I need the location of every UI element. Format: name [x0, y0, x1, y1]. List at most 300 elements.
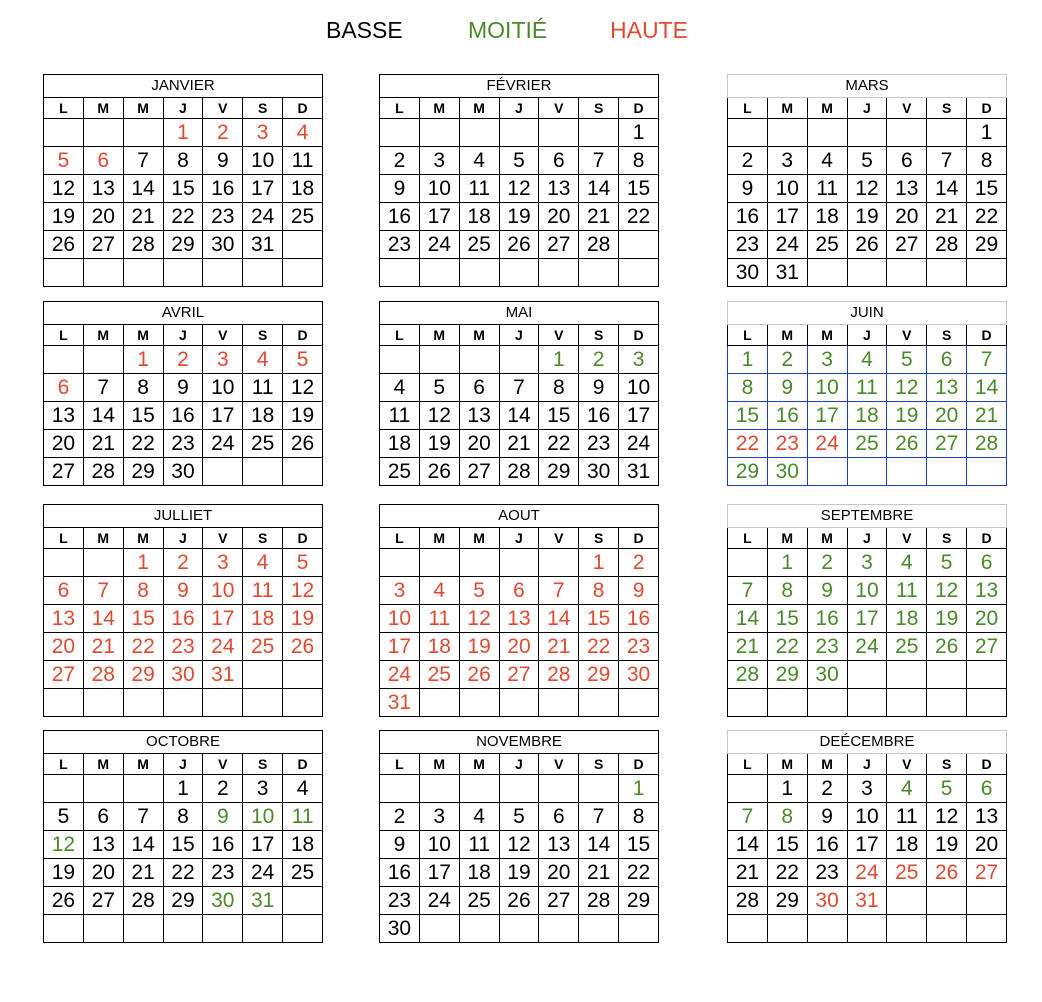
- day-cell[interactable]: 29: [728, 458, 768, 486]
- day-cell[interactable]: 29: [967, 231, 1007, 259]
- day-cell[interactable]: 26: [283, 633, 323, 661]
- day-cell[interactable]: 22: [163, 859, 203, 887]
- day-cell[interactable]: 23: [619, 633, 659, 661]
- day-cell[interactable]: 18: [283, 175, 323, 203]
- day-cell[interactable]: 11: [887, 577, 927, 605]
- day-cell[interactable]: 12: [499, 831, 539, 859]
- day-cell[interactable]: 15: [163, 175, 203, 203]
- day-cell[interactable]: 15: [967, 175, 1007, 203]
- day-cell[interactable]: 1: [967, 119, 1007, 147]
- day-cell[interactable]: 16: [807, 831, 847, 859]
- day-cell[interactable]: 14: [83, 605, 123, 633]
- day-cell[interactable]: 8: [539, 374, 579, 402]
- day-cell[interactable]: 2: [579, 346, 619, 374]
- day-cell[interactable]: 7: [123, 147, 163, 175]
- day-cell[interactable]: 7: [728, 577, 768, 605]
- day-cell[interactable]: 21: [83, 633, 123, 661]
- day-cell[interactable]: 30: [767, 458, 807, 486]
- day-cell[interactable]: 29: [767, 661, 807, 689]
- day-cell[interactable]: 4: [380, 374, 420, 402]
- day-cell[interactable]: 7: [967, 346, 1007, 374]
- day-cell[interactable]: 12: [419, 402, 459, 430]
- day-cell[interactable]: 1: [728, 346, 768, 374]
- day-cell[interactable]: 27: [887, 231, 927, 259]
- day-cell[interactable]: 29: [619, 887, 659, 915]
- day-cell[interactable]: 6: [44, 577, 84, 605]
- day-cell[interactable]: 24: [380, 661, 420, 689]
- day-cell[interactable]: 10: [203, 577, 243, 605]
- day-cell[interactable]: 9: [203, 147, 243, 175]
- day-cell[interactable]: 24: [203, 633, 243, 661]
- day-cell[interactable]: 27: [83, 887, 123, 915]
- day-cell[interactable]: 25: [283, 203, 323, 231]
- day-cell[interactable]: 10: [203, 374, 243, 402]
- day-cell[interactable]: 11: [807, 175, 847, 203]
- day-cell[interactable]: 26: [927, 633, 967, 661]
- day-cell[interactable]: 6: [539, 147, 579, 175]
- day-cell[interactable]: 7: [123, 803, 163, 831]
- day-cell[interactable]: 13: [44, 605, 84, 633]
- day-cell[interactable]: 10: [243, 803, 283, 831]
- day-cell[interactable]: 20: [927, 402, 967, 430]
- day-cell[interactable]: 20: [44, 430, 84, 458]
- day-cell[interactable]: 20: [459, 430, 499, 458]
- day-cell[interactable]: 9: [380, 831, 420, 859]
- day-cell[interactable]: 19: [283, 605, 323, 633]
- day-cell[interactable]: 28: [579, 231, 619, 259]
- day-cell[interactable]: 25: [419, 661, 459, 689]
- day-cell[interactable]: 21: [728, 859, 768, 887]
- day-cell[interactable]: 8: [767, 803, 807, 831]
- day-cell[interactable]: 11: [887, 803, 927, 831]
- day-cell[interactable]: 21: [539, 633, 579, 661]
- day-cell[interactable]: 16: [579, 402, 619, 430]
- day-cell[interactable]: 1: [619, 119, 659, 147]
- day-cell[interactable]: 13: [83, 175, 123, 203]
- day-cell[interactable]: 24: [419, 231, 459, 259]
- day-cell[interactable]: 4: [243, 346, 283, 374]
- day-cell[interactable]: 3: [847, 549, 887, 577]
- day-cell[interactable]: 13: [499, 605, 539, 633]
- day-cell[interactable]: 26: [927, 859, 967, 887]
- day-cell[interactable]: 9: [807, 803, 847, 831]
- day-cell[interactable]: 13: [967, 577, 1007, 605]
- day-cell[interactable]: 30: [619, 661, 659, 689]
- day-cell[interactable]: 2: [203, 119, 243, 147]
- day-cell[interactable]: 12: [283, 577, 323, 605]
- day-cell[interactable]: 22: [163, 203, 203, 231]
- day-cell[interactable]: 19: [44, 859, 84, 887]
- day-cell[interactable]: 8: [967, 147, 1007, 175]
- day-cell[interactable]: 28: [728, 661, 768, 689]
- day-cell[interactable]: 18: [283, 831, 323, 859]
- day-cell[interactable]: 6: [539, 803, 579, 831]
- day-cell[interactable]: 14: [579, 175, 619, 203]
- day-cell[interactable]: 31: [767, 259, 807, 287]
- day-cell[interactable]: 4: [243, 549, 283, 577]
- day-cell[interactable]: 15: [123, 605, 163, 633]
- day-cell[interactable]: 2: [619, 549, 659, 577]
- day-cell[interactable]: 27: [44, 661, 84, 689]
- day-cell[interactable]: 6: [887, 147, 927, 175]
- day-cell[interactable]: 11: [419, 605, 459, 633]
- day-cell[interactable]: 18: [847, 402, 887, 430]
- day-cell[interactable]: 23: [807, 859, 847, 887]
- day-cell[interactable]: 13: [887, 175, 927, 203]
- day-cell[interactable]: 16: [203, 175, 243, 203]
- day-cell[interactable]: 20: [539, 859, 579, 887]
- day-cell[interactable]: 23: [728, 231, 768, 259]
- day-cell[interactable]: 7: [728, 803, 768, 831]
- day-cell[interactable]: 19: [283, 402, 323, 430]
- day-cell[interactable]: 9: [380, 175, 420, 203]
- day-cell[interactable]: 5: [499, 147, 539, 175]
- day-cell[interactable]: 24: [243, 203, 283, 231]
- day-cell[interactable]: 25: [887, 859, 927, 887]
- day-cell[interactable]: 17: [380, 633, 420, 661]
- day-cell[interactable]: 1: [539, 346, 579, 374]
- day-cell[interactable]: 29: [767, 887, 807, 915]
- day-cell[interactable]: 10: [380, 605, 420, 633]
- day-cell[interactable]: 14: [579, 831, 619, 859]
- day-cell[interactable]: 19: [847, 203, 887, 231]
- day-cell[interactable]: 4: [807, 147, 847, 175]
- day-cell[interactable]: 26: [499, 231, 539, 259]
- day-cell[interactable]: 3: [767, 147, 807, 175]
- day-cell[interactable]: 21: [728, 633, 768, 661]
- day-cell[interactable]: 8: [619, 803, 659, 831]
- day-cell[interactable]: 4: [887, 775, 927, 803]
- day-cell[interactable]: 21: [499, 430, 539, 458]
- day-cell[interactable]: 22: [767, 859, 807, 887]
- day-cell[interactable]: 15: [619, 175, 659, 203]
- day-cell[interactable]: 28: [123, 887, 163, 915]
- day-cell[interactable]: 10: [619, 374, 659, 402]
- day-cell[interactable]: 2: [203, 775, 243, 803]
- day-cell[interactable]: 8: [163, 803, 203, 831]
- day-cell[interactable]: 17: [847, 831, 887, 859]
- day-cell[interactable]: 20: [539, 203, 579, 231]
- day-cell[interactable]: 20: [967, 605, 1007, 633]
- day-cell[interactable]: 10: [807, 374, 847, 402]
- day-cell[interactable]: 25: [243, 633, 283, 661]
- day-cell[interactable]: 19: [499, 859, 539, 887]
- day-cell[interactable]: 14: [499, 402, 539, 430]
- day-cell[interactable]: 7: [539, 577, 579, 605]
- day-cell[interactable]: 25: [459, 887, 499, 915]
- day-cell[interactable]: 22: [728, 430, 768, 458]
- day-cell[interactable]: 24: [619, 430, 659, 458]
- day-cell[interactable]: 6: [83, 147, 123, 175]
- day-cell[interactable]: 9: [619, 577, 659, 605]
- day-cell[interactable]: 28: [499, 458, 539, 486]
- day-cell[interactable]: 21: [579, 859, 619, 887]
- day-cell[interactable]: 5: [499, 803, 539, 831]
- day-cell[interactable]: 26: [44, 887, 84, 915]
- day-cell[interactable]: 17: [419, 203, 459, 231]
- day-cell[interactable]: 14: [728, 605, 768, 633]
- day-cell[interactable]: 23: [807, 633, 847, 661]
- day-cell[interactable]: 7: [83, 577, 123, 605]
- day-cell[interactable]: 5: [927, 549, 967, 577]
- day-cell[interactable]: 18: [459, 859, 499, 887]
- day-cell[interactable]: 13: [83, 831, 123, 859]
- day-cell[interactable]: 30: [807, 661, 847, 689]
- day-cell[interactable]: 26: [459, 661, 499, 689]
- day-cell[interactable]: 25: [459, 231, 499, 259]
- day-cell[interactable]: 8: [123, 374, 163, 402]
- day-cell[interactable]: 8: [123, 577, 163, 605]
- day-cell[interactable]: 1: [163, 775, 203, 803]
- day-cell[interactable]: 25: [380, 458, 420, 486]
- day-cell[interactable]: 17: [243, 175, 283, 203]
- day-cell[interactable]: 10: [419, 175, 459, 203]
- day-cell[interactable]: 23: [163, 633, 203, 661]
- day-cell[interactable]: 16: [767, 402, 807, 430]
- day-cell[interactable]: 27: [967, 633, 1007, 661]
- day-cell[interactable]: 4: [887, 549, 927, 577]
- day-cell[interactable]: 16: [619, 605, 659, 633]
- day-cell[interactable]: 15: [123, 402, 163, 430]
- day-cell[interactable]: 21: [927, 203, 967, 231]
- day-cell[interactable]: 26: [419, 458, 459, 486]
- day-cell[interactable]: 9: [807, 577, 847, 605]
- day-cell[interactable]: 9: [728, 175, 768, 203]
- day-cell[interactable]: 20: [83, 203, 123, 231]
- day-cell[interactable]: 17: [419, 859, 459, 887]
- day-cell[interactable]: 11: [283, 147, 323, 175]
- day-cell[interactable]: 1: [619, 775, 659, 803]
- day-cell[interactable]: 15: [728, 402, 768, 430]
- day-cell[interactable]: 21: [579, 203, 619, 231]
- day-cell[interactable]: 21: [967, 402, 1007, 430]
- day-cell[interactable]: 29: [123, 458, 163, 486]
- day-cell[interactable]: 10: [419, 831, 459, 859]
- day-cell[interactable]: 16: [728, 203, 768, 231]
- day-cell[interactable]: 28: [728, 887, 768, 915]
- day-cell[interactable]: 22: [767, 633, 807, 661]
- day-cell[interactable]: 3: [419, 147, 459, 175]
- day-cell[interactable]: 18: [419, 633, 459, 661]
- day-cell[interactable]: 22: [967, 203, 1007, 231]
- day-cell[interactable]: 5: [44, 147, 84, 175]
- day-cell[interactable]: 25: [243, 430, 283, 458]
- day-cell[interactable]: 5: [419, 374, 459, 402]
- day-cell[interactable]: 3: [847, 775, 887, 803]
- day-cell[interactable]: 31: [243, 231, 283, 259]
- day-cell[interactable]: 16: [380, 203, 420, 231]
- day-cell[interactable]: 8: [619, 147, 659, 175]
- day-cell[interactable]: 3: [243, 119, 283, 147]
- day-cell[interactable]: 29: [123, 661, 163, 689]
- day-cell[interactable]: 22: [539, 430, 579, 458]
- day-cell[interactable]: 26: [499, 887, 539, 915]
- day-cell[interactable]: 7: [579, 803, 619, 831]
- day-cell[interactable]: 17: [807, 402, 847, 430]
- day-cell[interactable]: 11: [847, 374, 887, 402]
- day-cell[interactable]: 22: [619, 203, 659, 231]
- day-cell[interactable]: 4: [283, 775, 323, 803]
- day-cell[interactable]: 20: [44, 633, 84, 661]
- day-cell[interactable]: 10: [767, 175, 807, 203]
- day-cell[interactable]: 28: [579, 887, 619, 915]
- day-cell[interactable]: 2: [767, 346, 807, 374]
- day-cell[interactable]: 29: [579, 661, 619, 689]
- day-cell[interactable]: 20: [499, 633, 539, 661]
- day-cell[interactable]: 6: [967, 549, 1007, 577]
- day-cell[interactable]: 29: [539, 458, 579, 486]
- day-cell[interactable]: 7: [579, 147, 619, 175]
- day-cell[interactable]: 17: [203, 605, 243, 633]
- day-cell[interactable]: 5: [927, 775, 967, 803]
- day-cell[interactable]: 11: [243, 577, 283, 605]
- day-cell[interactable]: 1: [767, 549, 807, 577]
- day-cell[interactable]: 11: [459, 831, 499, 859]
- day-cell[interactable]: 22: [123, 430, 163, 458]
- day-cell[interactable]: 9: [203, 803, 243, 831]
- day-cell[interactable]: 4: [283, 119, 323, 147]
- day-cell[interactable]: 14: [539, 605, 579, 633]
- day-cell[interactable]: 24: [807, 430, 847, 458]
- day-cell[interactable]: 21: [83, 430, 123, 458]
- day-cell[interactable]: 12: [927, 577, 967, 605]
- day-cell[interactable]: 14: [83, 402, 123, 430]
- day-cell[interactable]: 11: [283, 803, 323, 831]
- day-cell[interactable]: 30: [163, 458, 203, 486]
- day-cell[interactable]: 26: [847, 231, 887, 259]
- day-cell[interactable]: 23: [579, 430, 619, 458]
- day-cell[interactable]: 30: [163, 661, 203, 689]
- day-cell[interactable]: 5: [283, 549, 323, 577]
- day-cell[interactable]: 1: [123, 549, 163, 577]
- day-cell[interactable]: 7: [83, 374, 123, 402]
- day-cell[interactable]: 14: [967, 374, 1007, 402]
- day-cell[interactable]: 15: [539, 402, 579, 430]
- day-cell[interactable]: 5: [459, 577, 499, 605]
- day-cell[interactable]: 5: [283, 346, 323, 374]
- day-cell[interactable]: 3: [419, 803, 459, 831]
- day-cell[interactable]: 6: [499, 577, 539, 605]
- day-cell[interactable]: 10: [847, 803, 887, 831]
- day-cell[interactable]: 30: [380, 915, 420, 943]
- day-cell[interactable]: 10: [847, 577, 887, 605]
- day-cell[interactable]: 12: [927, 803, 967, 831]
- day-cell[interactable]: 7: [499, 374, 539, 402]
- day-cell[interactable]: 15: [767, 831, 807, 859]
- day-cell[interactable]: 3: [203, 549, 243, 577]
- day-cell[interactable]: 17: [847, 605, 887, 633]
- day-cell[interactable]: 6: [44, 374, 84, 402]
- day-cell[interactable]: 27: [459, 458, 499, 486]
- day-cell[interactable]: 19: [927, 831, 967, 859]
- day-cell[interactable]: 29: [163, 887, 203, 915]
- day-cell[interactable]: 6: [83, 803, 123, 831]
- day-cell[interactable]: 11: [459, 175, 499, 203]
- day-cell[interactable]: 2: [807, 549, 847, 577]
- day-cell[interactable]: 6: [967, 775, 1007, 803]
- day-cell[interactable]: 2: [380, 147, 420, 175]
- day-cell[interactable]: 14: [927, 175, 967, 203]
- day-cell[interactable]: 9: [767, 374, 807, 402]
- day-cell[interactable]: 25: [283, 859, 323, 887]
- day-cell[interactable]: 15: [579, 605, 619, 633]
- day-cell[interactable]: 8: [728, 374, 768, 402]
- day-cell[interactable]: 23: [767, 430, 807, 458]
- day-cell[interactable]: 27: [539, 887, 579, 915]
- day-cell[interactable]: 12: [499, 175, 539, 203]
- day-cell[interactable]: 26: [283, 430, 323, 458]
- day-cell[interactable]: 2: [163, 549, 203, 577]
- day-cell[interactable]: 20: [887, 203, 927, 231]
- day-cell[interactable]: 8: [163, 147, 203, 175]
- day-cell[interactable]: 24: [767, 231, 807, 259]
- day-cell[interactable]: 18: [380, 430, 420, 458]
- day-cell[interactable]: 4: [847, 346, 887, 374]
- day-cell[interactable]: 17: [203, 402, 243, 430]
- day-cell[interactable]: 13: [927, 374, 967, 402]
- day-cell[interactable]: 19: [499, 203, 539, 231]
- day-cell[interactable]: 23: [163, 430, 203, 458]
- day-cell[interactable]: 24: [243, 859, 283, 887]
- day-cell[interactable]: 22: [579, 633, 619, 661]
- day-cell[interactable]: 18: [887, 605, 927, 633]
- day-cell[interactable]: 1: [767, 775, 807, 803]
- day-cell[interactable]: 21: [123, 859, 163, 887]
- day-cell[interactable]: 28: [539, 661, 579, 689]
- day-cell[interactable]: 23: [380, 887, 420, 915]
- day-cell[interactable]: 12: [44, 175, 84, 203]
- day-cell[interactable]: 2: [163, 346, 203, 374]
- day-cell[interactable]: 5: [847, 147, 887, 175]
- day-cell[interactable]: 2: [807, 775, 847, 803]
- day-cell[interactable]: 12: [887, 374, 927, 402]
- day-cell[interactable]: 27: [499, 661, 539, 689]
- day-cell[interactable]: 27: [539, 231, 579, 259]
- day-cell[interactable]: 3: [243, 775, 283, 803]
- day-cell[interactable]: 24: [847, 633, 887, 661]
- day-cell[interactable]: 1: [163, 119, 203, 147]
- day-cell[interactable]: 30: [203, 887, 243, 915]
- day-cell[interactable]: 16: [807, 605, 847, 633]
- day-cell[interactable]: 14: [728, 831, 768, 859]
- day-cell[interactable]: 25: [887, 633, 927, 661]
- day-cell[interactable]: 20: [967, 831, 1007, 859]
- day-cell[interactable]: 28: [83, 458, 123, 486]
- day-cell[interactable]: 1: [579, 549, 619, 577]
- day-cell[interactable]: 14: [123, 175, 163, 203]
- day-cell[interactable]: 12: [847, 175, 887, 203]
- day-cell[interactable]: 2: [380, 803, 420, 831]
- day-cell[interactable]: 4: [459, 803, 499, 831]
- day-cell[interactable]: 20: [83, 859, 123, 887]
- day-cell[interactable]: 24: [419, 887, 459, 915]
- day-cell[interactable]: 8: [579, 577, 619, 605]
- day-cell[interactable]: 30: [579, 458, 619, 486]
- day-cell[interactable]: 16: [163, 605, 203, 633]
- day-cell[interactable]: 24: [203, 430, 243, 458]
- day-cell[interactable]: 13: [539, 831, 579, 859]
- day-cell[interactable]: 19: [927, 605, 967, 633]
- day-cell[interactable]: 18: [887, 831, 927, 859]
- day-cell[interactable]: 22: [123, 633, 163, 661]
- day-cell[interactable]: 28: [83, 661, 123, 689]
- day-cell[interactable]: 13: [967, 803, 1007, 831]
- day-cell[interactable]: 28: [123, 231, 163, 259]
- day-cell[interactable]: 25: [847, 430, 887, 458]
- day-cell[interactable]: 3: [619, 346, 659, 374]
- day-cell[interactable]: 7: [927, 147, 967, 175]
- day-cell[interactable]: 8: [767, 577, 807, 605]
